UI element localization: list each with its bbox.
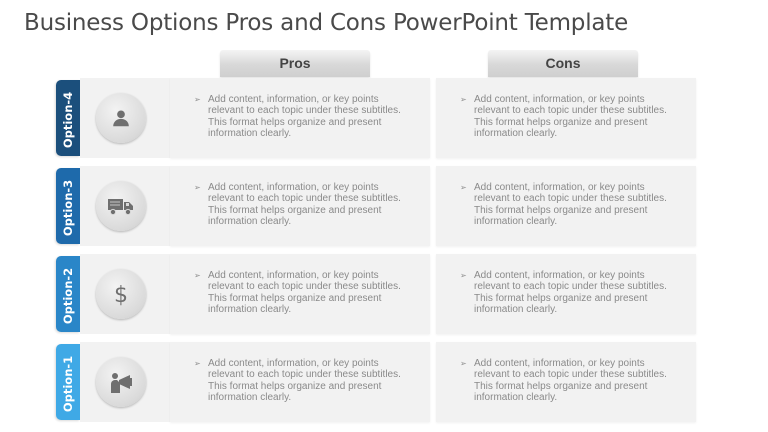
bullet-icon: ➢ <box>194 359 201 368</box>
person-icon <box>96 93 146 143</box>
option-row <box>56 342 696 422</box>
cons-text-body: Add content, information, or key points relevant to each topic under these subtitles. This format helps organize and present information clearly. <box>474 270 667 315</box>
megaphone-person-icon <box>96 357 146 407</box>
cons-text <box>460 182 670 227</box>
option-tab <box>56 80 80 156</box>
cons-text <box>460 270 670 315</box>
cons-text <box>460 94 670 139</box>
pros-box <box>170 342 430 422</box>
bullet-icon: ➢ <box>460 271 467 280</box>
option-tab <box>56 344 80 420</box>
bullet-icon: ➢ <box>194 183 201 192</box>
truck-icon <box>96 181 146 231</box>
cons-text-body: Add content, information, or key points relevant to each topic under these subtitles. This format helps organize and present information clearly. <box>474 94 667 139</box>
pros-header: Pros <box>220 50 370 77</box>
pros-text <box>194 182 404 227</box>
cons-text-body: Add content, information, or key points relevant to each topic under these subtitles. This format helps organize and present information clearly. <box>474 358 667 403</box>
cons-text-body: Add content, information, or key points relevant to each topic under these subtitles. This format helps organize and present information clearly. <box>474 182 667 227</box>
svg-text:$: $ <box>114 283 128 307</box>
pros-text <box>194 358 404 403</box>
pros-text-body: Add content, information, or key points relevant to each topic under these subtitles. This format helps organize and present information clearly. <box>208 182 401 227</box>
cons-text <box>460 358 670 403</box>
pros-box <box>170 166 430 246</box>
cons-box <box>436 254 696 334</box>
option-label: Option-1 <box>61 355 75 413</box>
cons-box <box>436 342 696 422</box>
pros-text <box>194 94 404 139</box>
bullet-icon: ➢ <box>194 95 201 104</box>
bullet-icon: ➢ <box>460 95 467 104</box>
dollar-icon <box>96 269 146 319</box>
option-label: Option-4 <box>61 91 75 149</box>
option-row <box>56 78 696 158</box>
option-label: Option-2 <box>61 267 75 325</box>
option-row <box>56 254 696 334</box>
cons-box <box>436 166 696 246</box>
option-tab <box>56 168 80 244</box>
option-label: Option-3 <box>61 179 75 237</box>
pros-box <box>170 78 430 158</box>
pros-text <box>194 270 404 315</box>
bullet-icon: ➢ <box>460 359 467 368</box>
option-row <box>56 166 696 246</box>
pros-box <box>170 254 430 334</box>
pros-text-body: Add content, information, or key points relevant to each topic under these subtitles. This format helps organize and present information clearly. <box>208 94 401 139</box>
option-tab <box>56 256 80 332</box>
bullet-icon: ➢ <box>460 183 467 192</box>
bullet-icon: ➢ <box>194 271 201 280</box>
cons-header: Cons <box>488 50 638 77</box>
slide-title: Business Options Pros and Cons PowerPoint Template <box>24 10 629 36</box>
pros-text-body: Add content, information, or key points relevant to each topic under these subtitles. This format helps organize and present information clearly. <box>208 270 401 315</box>
cons-box <box>436 78 696 158</box>
pros-text-body: Add content, information, or key points relevant to each topic under these subtitles. This format helps organize and present information clearly. <box>208 358 401 403</box>
